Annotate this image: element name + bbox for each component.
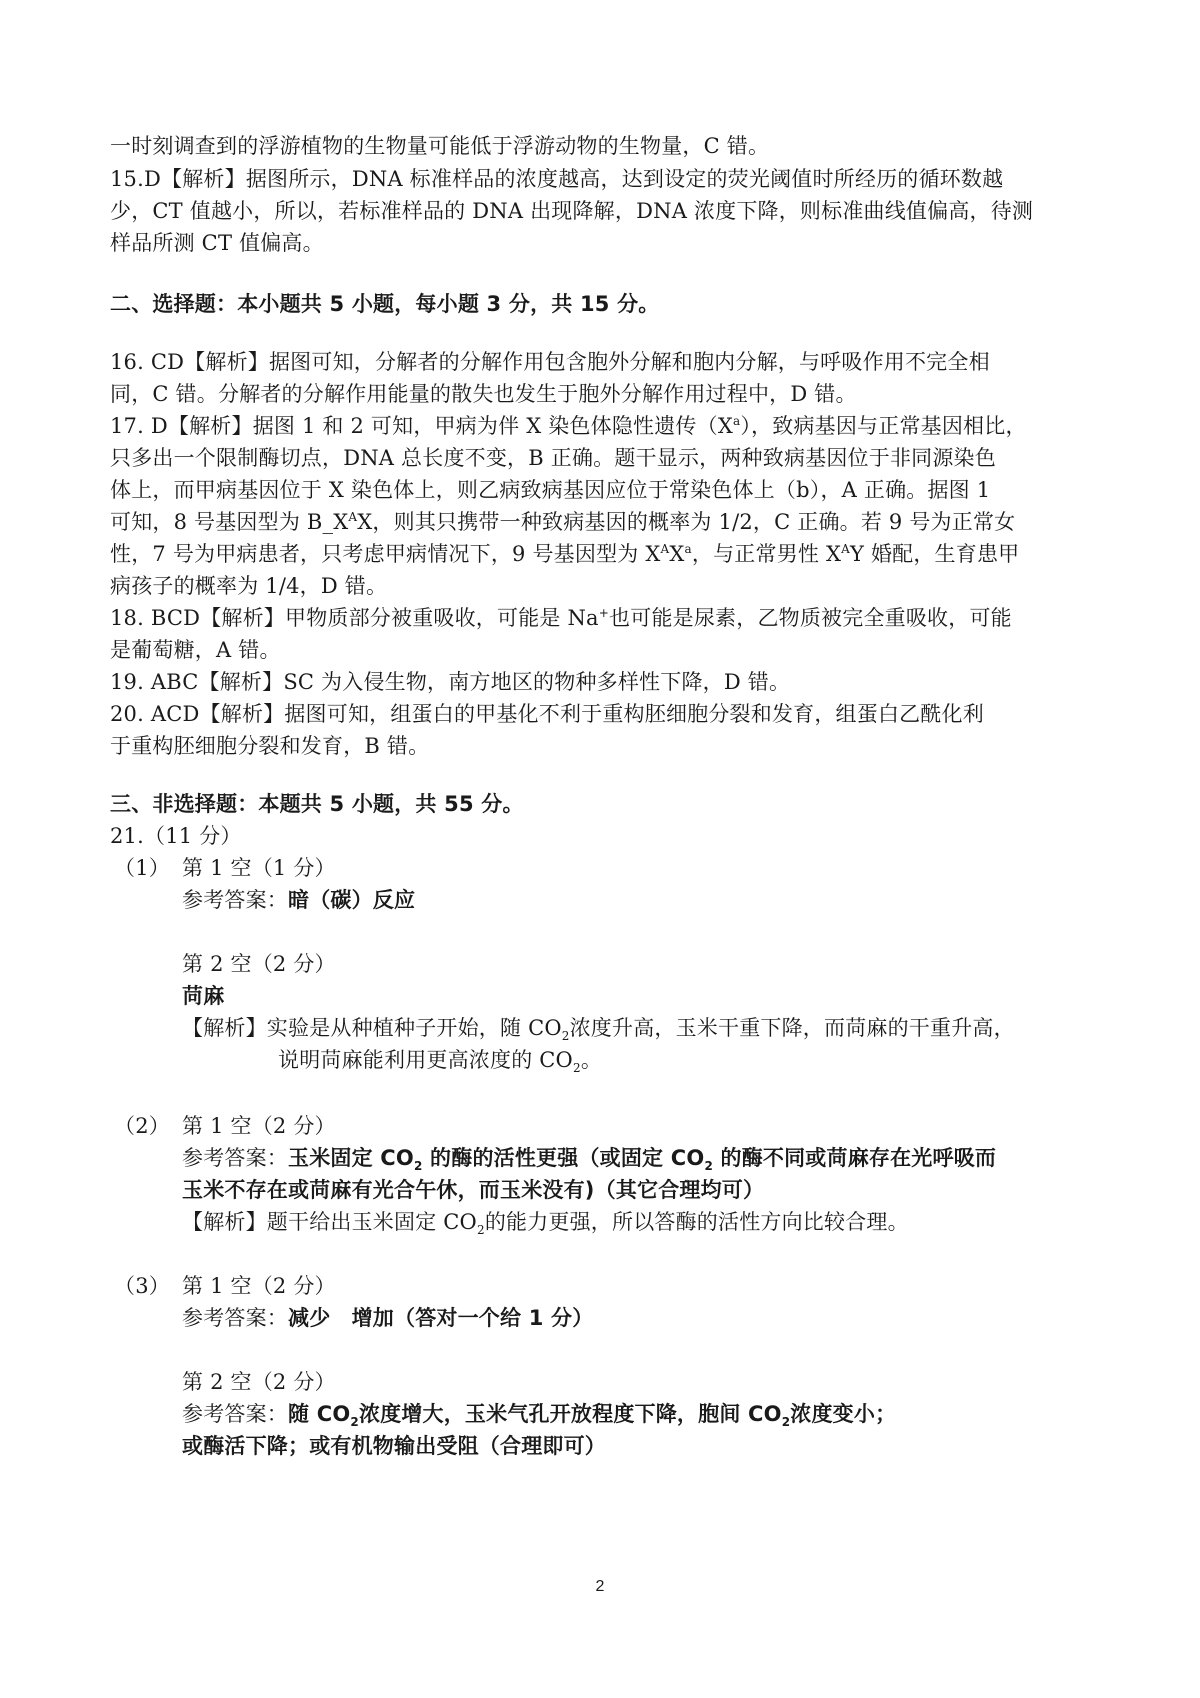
q15-line-2: 少，CT 值越小，所以，若标准样品的 DNA 出现降解，DNA 浓度下降，则标准曲线值偏高，待测 [110,199,1034,223]
q21-part1-blank2: 第 2 空（2 分） [182,952,336,976]
q20-line-2: 于重构胚细胞分裂和发育，B 错。 [110,734,430,758]
q21-part3-answer1: 参考答案：减少 增加（答对一个给 1 分） [182,1306,594,1330]
q21-part1-explanation-1: 【解析】实验是从种植种子开始，随 $CO_2$浓度升高，玉米干重下降，而苘麻的干重升高， [182,1016,1015,1044]
q17-line-3: 体上，而甲病基因位于 X 染色体上，则乙病致病基因应位于常染色体上（b），A 正确。据图 1 [110,478,991,502]
q16-line-1: 16. CD【解析】据图可知，分解者的分解作用包含胞外分解和胞内分解，与呼吸作用不完全相 [110,350,990,374]
q20-line-1: 20. ACD【解析】据图可知，组蛋白的甲基化不利于重构胚细胞分裂和发育，组蛋白乙酰化利 [110,702,984,726]
q21-part2-answer-line-2: 玉米不存在或苘麻有光合午休，而玉米没有)（其它合理均可） [182,1178,765,1202]
q17-line-5: 性，7 号为甲病患者，只考虑甲病情况下，9 号基因型为 $X^AX^a$，与正常男性 $X^AY$ 婚配，生育患甲 [110,542,1020,566]
q21-part2-answer-line-1: 参考答案：玉米固定 $CO_2$ 的酶的活性更强（或固定 $CO_2$ 的酶不同或苘麻存在光呼吸而 [182,1146,997,1174]
q21-part2-explanation: 【解析】题干给出玉米固定 $CO_2$的能力更强，所以答酶的活性方向比较合理。 [182,1210,909,1238]
q15-line-3: 样品所测 CT 值偏高。 [110,231,324,255]
q19-line: 19. ABC【解析】SC 为入侵生物，南方地区的物种多样性下降，D 错。 [110,670,791,694]
q21-part1-answer2: 苘麻 [182,984,225,1008]
q18-line-2: 是葡萄糖，A 错。 [110,638,281,662]
q21-part1-blank1: 第 1 空（1 分） [182,856,336,880]
q18-line-1: 18. BCD【解析】甲物质部分被重吸收，可能是 Na+也可能是尿素，乙物质被完全重吸收，可能 [110,606,1012,630]
q21-part3-blank1: 第 1 空（2 分） [182,1274,336,1298]
q21-part1-label: （1） [114,856,170,880]
q21-part2-label: （2） [114,1114,170,1138]
section-3-title: 三、非选择题：本题共 5 小题，共 55 分。 [110,792,524,816]
page-number: 2 [595,1578,605,1595]
q17-line-2: 只多出一个限制酶切点，DNA 总长度不变，B 正确。题干显示，两种致病基因位于非同源染色 [110,446,996,470]
q21-part3-label: （3） [114,1274,170,1298]
q21-part1-answer1: 参考答案：暗（碳）反应 [182,888,416,912]
q15-line-1: 15.D【解析】据图所示，DNA 标准样品的浓度越高，达到设定的荧光阈值时所经历的循环数越 [110,167,1004,191]
q21-part3-blank2: 第 2 空（2 分） [182,1370,336,1394]
q21-part3-answer2-line-2: 或酶活下降；或有机物输出受阻（合理即可） [182,1434,606,1458]
q16-line-2: 同，C 错。分解者的分解作用能量的散失也发生于胞外分解作用过程中，D 错。 [110,382,857,406]
q21-header: 21.（11 分） [110,824,242,848]
q17-line-4: 可知，8 号基因型为 $B\_X^AX$，则其只携带一种致病基因的概率为 1/2，C 正确。若 9 号为正常女 [110,510,1016,534]
q21-part3-answer2-line-1: 参考答案：随 $CO_2$浓度增大，玉米气孔开放程度下降，胞间 $CO_2$浓度变小； [182,1402,897,1430]
section-2-title: 二、选择题：本小题共 5 小题，每小题 3 分，共 15 分。 [110,292,660,316]
q21-part2-blank1: 第 1 空（2 分） [182,1114,336,1138]
q17-line-1: 17. D【解析】据图 1 和 2 可知，甲病为伴 X 染色体隐性遗传$(X^a)$，致病基因与正常基因相比， [110,414,1027,438]
q21-part1-explanation-2: 说明苘麻能利用更高浓度的 $CO_2$。 [278,1048,603,1076]
q17-line-6: 病孩子的概率为 1/4，D 错。 [110,574,388,598]
q14-tail: 一时刻调查到的浮游植物的生物量可能低于浮游动物的生物量，C 错。 [110,134,770,158]
